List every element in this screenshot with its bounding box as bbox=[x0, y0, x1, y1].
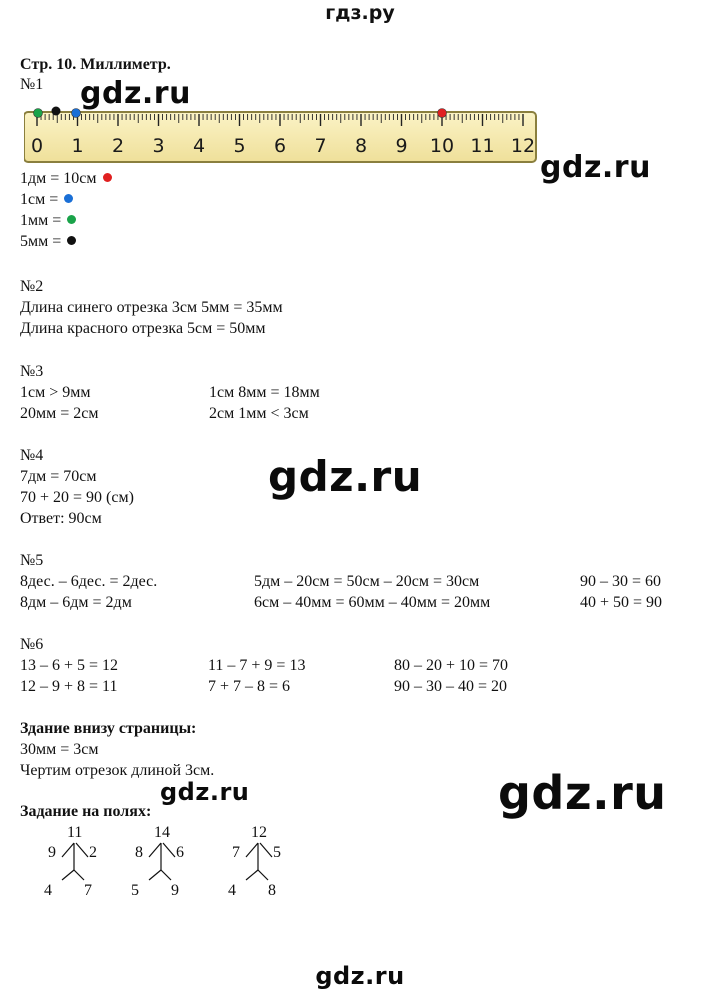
tree-number-br: 8 bbox=[268, 882, 276, 899]
watermark-center: gdz.ru bbox=[268, 452, 423, 501]
tree-number-right: 6 bbox=[176, 844, 184, 861]
number-tree bbox=[44, 824, 118, 899]
tree-number-top: 11 bbox=[67, 824, 83, 841]
task1-line-text: 5мм = bbox=[20, 233, 62, 250]
ruler-number: 10 bbox=[429, 135, 455, 157]
task3-label: №3 bbox=[20, 363, 44, 380]
ruler-number: 2 bbox=[111, 135, 125, 157]
task5-col1-line-2: 8дм – 6дм = 2дм bbox=[20, 594, 132, 611]
task6-col1-line-2: 12 – 9 + 8 = 11 bbox=[20, 678, 118, 695]
task2-line-2: Длина красного отрезка 5см = 50мм bbox=[20, 320, 266, 337]
ruler-number: 12 bbox=[510, 135, 536, 157]
black-dot bbox=[52, 107, 61, 116]
task1-label: №1 bbox=[20, 76, 44, 93]
blue-dot bbox=[72, 109, 81, 118]
ruler-number: 5 bbox=[233, 135, 246, 157]
watermark-small-2: gdz.ru bbox=[160, 778, 250, 806]
task4-line-3: Ответ: 90см bbox=[20, 510, 102, 527]
ruler-number: 9 bbox=[395, 135, 408, 157]
task1-line-text: 1см = bbox=[20, 191, 59, 208]
task4-line-2: 70 + 20 = 90 (см) bbox=[20, 489, 134, 506]
tree-number-left: 7 bbox=[232, 844, 240, 861]
tree-number-left: 8 bbox=[135, 844, 143, 861]
task5-col2-line-1: 5дм – 20см = 50см – 20см = 30см bbox=[254, 573, 480, 590]
task5-col1-line-1: 8дес. – 6дес. = 2дес. bbox=[20, 573, 158, 590]
task5-col3-line-2: 40 + 50 = 90 bbox=[580, 594, 663, 611]
ruler-number: 6 bbox=[273, 135, 287, 157]
tree-number-br: 9 bbox=[171, 882, 179, 899]
ruler-number: 3 bbox=[152, 135, 165, 157]
task5-label: №5 bbox=[20, 552, 44, 569]
task3-col1-line-1: 1см > 9мм bbox=[20, 384, 91, 401]
watermark-medium-1: gdz.ru bbox=[540, 150, 651, 185]
tree-branch bbox=[76, 843, 88, 857]
tree-branch bbox=[163, 843, 175, 857]
color-dot bbox=[103, 173, 112, 182]
task6-col2-line-2: 7 + 7 – 8 = 6 bbox=[208, 678, 291, 695]
tree-number-br: 7 bbox=[84, 882, 92, 899]
task5-col3-line-1: 90 – 30 = 60 bbox=[580, 573, 662, 590]
task6-label: №6 bbox=[20, 636, 44, 653]
tree-number-bl: 4 bbox=[228, 882, 236, 899]
task1-line bbox=[20, 168, 112, 189]
task4-line-1: 7дм = 70см bbox=[20, 468, 97, 485]
tree-number-bl: 4 bbox=[44, 882, 52, 899]
tree-branch bbox=[258, 870, 268, 880]
task1-line bbox=[20, 210, 76, 231]
tree-number-left: 9 bbox=[48, 844, 56, 861]
task2-label: №2 bbox=[20, 278, 44, 295]
task5-col2-line-2: 6см – 40мм = 60мм – 40мм = 20мм bbox=[254, 594, 491, 611]
tree-branches bbox=[232, 824, 292, 884]
task1-line bbox=[20, 231, 76, 252]
ruler-number: 8 bbox=[354, 135, 368, 157]
tree-branches bbox=[48, 824, 108, 884]
ruler-number: 4 bbox=[192, 135, 206, 157]
tree-branch bbox=[62, 843, 74, 857]
watermark-small: gdz.ru bbox=[80, 76, 191, 111]
bottom-task-line-2: Чертим отрезок длиной 3см. bbox=[20, 762, 215, 779]
ruler-number: 1 bbox=[71, 135, 84, 157]
ruler-number: 7 bbox=[314, 135, 327, 157]
number-tree bbox=[228, 824, 302, 899]
task3-col2-line-2: 2см 1мм < 3см bbox=[209, 405, 309, 422]
bottom-task-heading: Здание внизу страницы: bbox=[20, 720, 197, 737]
tree-branch bbox=[260, 843, 272, 857]
tree-branch bbox=[62, 870, 74, 880]
tree-branch bbox=[246, 870, 258, 880]
task6-col1-line-1: 13 – 6 + 5 = 12 bbox=[20, 657, 119, 674]
margin-task-heading: Задание на полях: bbox=[20, 803, 152, 820]
red-dot bbox=[438, 109, 447, 118]
watermark-large-right: gdz.ru bbox=[498, 766, 667, 820]
site-header: гдз.ру bbox=[325, 2, 395, 24]
page-title: Стр. 10. Миллиметр. bbox=[20, 56, 171, 73]
footer-watermark: gdz.ru bbox=[315, 962, 405, 990]
task2-line-1: Длина синего отрезка 3см 5мм = 35мм bbox=[20, 299, 283, 316]
tree-number-top: 14 bbox=[154, 824, 170, 841]
tree-number-right: 2 bbox=[89, 844, 97, 861]
ruler-number: 11 bbox=[470, 135, 495, 157]
task3-col1-line-2: 20мм = 2см bbox=[20, 405, 99, 422]
task3-col2-line-1: 1см 8мм = 18мм bbox=[209, 384, 320, 401]
task4-label: №4 bbox=[20, 447, 44, 464]
ruler-graphic bbox=[24, 104, 540, 164]
color-dot bbox=[64, 194, 73, 203]
tree-branches bbox=[135, 824, 195, 884]
tree-branch bbox=[74, 870, 84, 880]
task1-line bbox=[20, 189, 73, 210]
color-dot bbox=[67, 215, 76, 224]
task1-line-text: 1дм = 10см bbox=[20, 170, 97, 187]
color-dot bbox=[67, 236, 76, 245]
task6-col3-line-1: 80 – 20 + 10 = 70 bbox=[394, 657, 509, 674]
tree-number-top: 12 bbox=[251, 824, 267, 841]
task1-line-text: 1мм = bbox=[20, 212, 62, 229]
green-dot bbox=[34, 109, 43, 118]
tree-branch bbox=[149, 870, 161, 880]
bottom-task-line-1: 30мм = 3см bbox=[20, 741, 99, 758]
tree-branch bbox=[246, 843, 258, 857]
ruler bbox=[24, 104, 540, 169]
tree-number-bl: 5 bbox=[131, 882, 139, 899]
tree-branch bbox=[149, 843, 161, 857]
tree-branch bbox=[161, 870, 171, 880]
ruler-number: 0 bbox=[30, 135, 44, 157]
task6-col2-line-1: 11 – 7 + 9 = 13 bbox=[208, 657, 306, 674]
task6-col3-line-2: 90 – 30 – 40 = 20 bbox=[394, 678, 508, 695]
number-tree bbox=[131, 824, 205, 899]
tree-number-right: 5 bbox=[273, 844, 281, 861]
